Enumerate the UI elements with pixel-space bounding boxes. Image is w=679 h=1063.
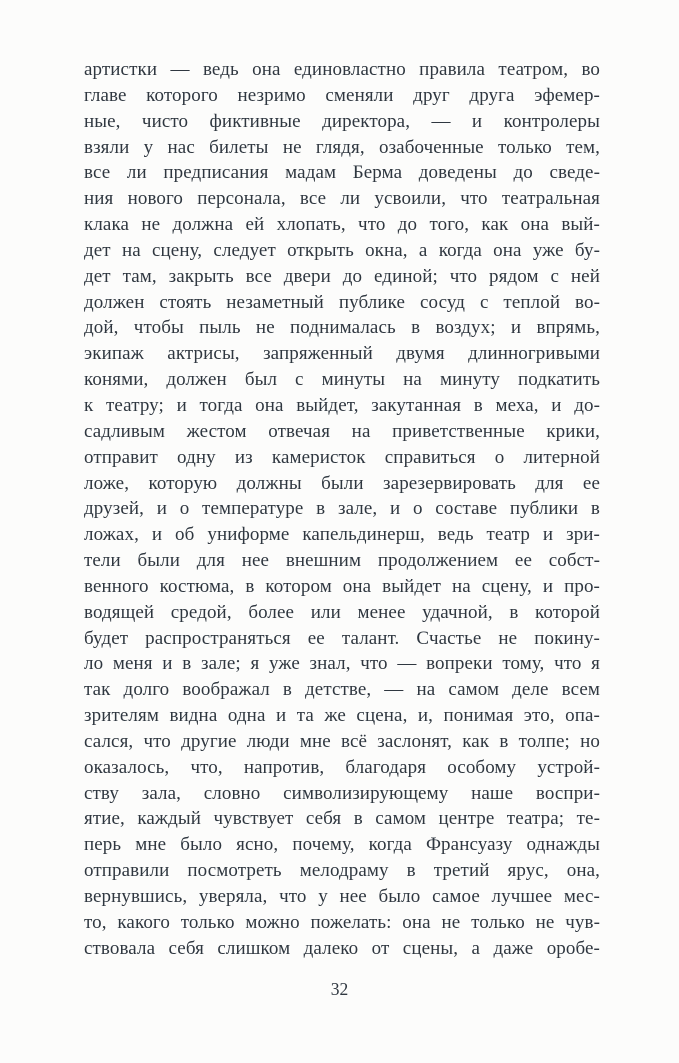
text-line: ложах, и об униформе капельдинерш, ведь театр и зри- bbox=[84, 524, 600, 546]
text-line: дет там, закрыть все двери до единой; что рядом с ней bbox=[84, 265, 600, 287]
text-line: экипаж актрисы, запряженный двумя длинногривыми bbox=[84, 343, 600, 365]
text-line: так долго воображал в детстве, — на самом деле всем bbox=[84, 679, 600, 701]
text-line: ложе, которую должны были зарезервировать для ее bbox=[84, 472, 600, 494]
text-line: взяли у нас билеты не глядя, озабоченные только тем, bbox=[84, 136, 600, 158]
text-line: отправит одну из камеристок справиться о литерной bbox=[84, 446, 600, 468]
text-line: все ли предписания мадам Берма доведены до сведе- bbox=[84, 162, 600, 184]
text-line: конями, должен был с минуты на минуту подкатить bbox=[84, 369, 600, 391]
text-line: к театру; и тогда она выйдет, закутанная в меха, и до- bbox=[84, 394, 600, 416]
text-line: отправили посмотреть мелодраму в третий ярус, она, bbox=[84, 860, 600, 882]
text-line: друзей, и о температуре в зале, и о составе публики в bbox=[84, 498, 600, 520]
text-line: сался, что другие люди мне всё заслонят, как в толпе; но bbox=[84, 730, 600, 752]
text-line: венного костюма, в котором она выйдет на сцену, и про- bbox=[84, 575, 600, 597]
text-line: ные, чисто фиктивные директора, — и контролеры bbox=[84, 110, 600, 132]
text-line: зрителям видна одна и та же сцена, и, понимая это, опа- bbox=[84, 705, 600, 727]
text-line: дет на сцену, следует открыть окна, а когда она уже бу- bbox=[84, 239, 600, 261]
text-line: ствовала себя слишком далеко от сцены, а даже оробе- bbox=[84, 937, 600, 959]
text-line: главе которого незримо сменяли друг друга эфемер- bbox=[84, 84, 600, 106]
text-line: должен стоять незаметный публике сосуд с теплой во- bbox=[84, 291, 600, 313]
text-line: ло меня и в зале; я уже знал, что — вопреки тому, что я bbox=[84, 653, 600, 675]
text-line: вернувшись, уверяла, что у нее было самое лучшее мес- bbox=[84, 886, 600, 907]
text-line: артистки — ведь она единовластно правила театром, во bbox=[84, 59, 600, 80]
page-text-block bbox=[84, 57, 600, 962]
text-line: тели были для нее внешним продолжением ее собст- bbox=[84, 550, 600, 572]
text-line: оказалось, что, напротив, благодаря особому устрой- bbox=[84, 756, 600, 778]
text-line: перь мне было ясно, почему, когда Франсуазу однажды bbox=[84, 834, 600, 856]
text-line: то, какого только можно пожелать: она не только не чув- bbox=[84, 911, 600, 933]
text-line: садливым жестом отвечая на приветственные крики, bbox=[84, 420, 600, 442]
text-line: ния нового персонала, все ли усвоили, что театральная bbox=[84, 188, 600, 210]
text-line: будет распространяться ее талант. Счастье не покину- bbox=[84, 627, 600, 649]
page-number: 32 bbox=[330, 979, 349, 999]
text-line: дой, чтобы пыль не поднималась в воздух; и впрямь, bbox=[84, 317, 600, 339]
text-line: клака не должна ей хлопать, что до того, как она вый- bbox=[84, 214, 600, 236]
text-line: водящей средой, более или менее удачной, в которой bbox=[84, 601, 600, 623]
text-line: ятие, каждый чувствует себя в самом центре театра; те- bbox=[84, 808, 600, 830]
text-line: ству зала, словно символизирующему наше воспри- bbox=[84, 782, 600, 804]
